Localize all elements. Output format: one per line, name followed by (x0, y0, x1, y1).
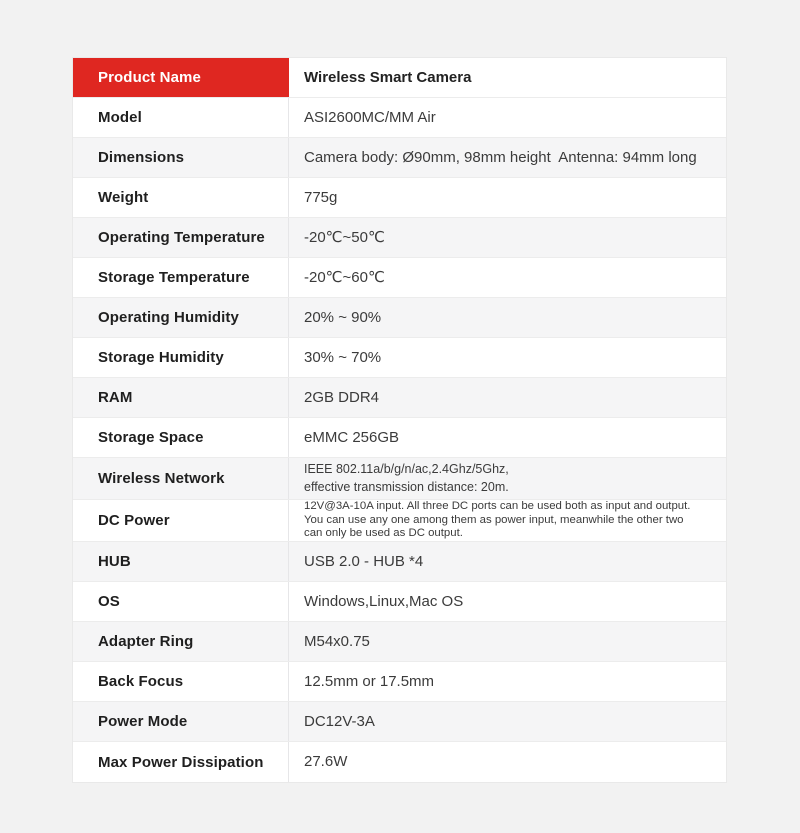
spec-row-operating-temperature (73, 218, 726, 258)
product-spec-table (72, 57, 727, 783)
spec-row-model (73, 98, 726, 138)
spec-row-operating-humidity (73, 298, 726, 338)
spec-label-product-name: Product Name (73, 58, 289, 97)
spec-row-back-focus (73, 662, 726, 702)
spec-value-operating-humidity: 20% ~ 90% (304, 308, 382, 326)
spec-row-adapter-ring (73, 622, 726, 662)
spec-value-max-power-dissipation: 27.6W (304, 753, 348, 771)
spec-label-ram: RAM (73, 378, 289, 417)
spec-label-max-power-dissipation: Max Power Dissipation (73, 742, 289, 782)
spec-row-storage-humidity (73, 338, 726, 378)
spec-label-hub: HUB (73, 542, 289, 581)
spec-value-storage-humidity: 30% ~ 70% (304, 348, 382, 366)
spec-row-max-power-dissipation (73, 742, 726, 782)
spec-row-product-name (73, 58, 726, 98)
spec-row-dc-power (73, 500, 726, 542)
spec-label-weight: Weight (73, 178, 289, 217)
spec-label-operating-humidity: Operating Humidity (73, 298, 289, 337)
spec-row-hub (73, 542, 726, 582)
spec-row-dimensions (73, 138, 726, 178)
spec-value-weight: 775g (304, 188, 338, 206)
spec-row-storage-space (73, 418, 726, 458)
spec-value-power-mode: DC12V-3A (304, 712, 375, 730)
spec-row-power-mode (73, 702, 726, 742)
spec-value-ram: 2GB DDR4 (304, 388, 380, 406)
spec-label-back-focus: Back Focus (73, 662, 289, 701)
spec-value-storage-temperature: -20℃~60℃ (304, 268, 385, 286)
spec-row-ram (73, 378, 726, 418)
spec-label-storage-space: Storage Space (73, 418, 289, 457)
spec-value-back-focus: 12.5mm or 17.5mm (304, 672, 435, 690)
spec-value-wireless-network: IEEE 802.11a/b/g/n/ac,2.4Ghz/5Ghz, effective transmission distance: 20m. (304, 462, 509, 494)
spec-value-dimensions: Camera body: Ø90mm, 98mm height Antenna: 94mm long (304, 148, 697, 166)
spec-row-storage-temperature (73, 258, 726, 298)
spec-label-wireless-network: Wireless Network (73, 458, 289, 499)
spec-value-operating-temperature: -20℃~50℃ (304, 228, 385, 246)
spec-label-adapter-ring: Adapter Ring (73, 622, 289, 661)
spec-value-product-name: Wireless Smart Camera (304, 68, 472, 86)
spec-value-adapter-ring: M54x0.75 (304, 632, 370, 650)
spec-row-os (73, 582, 726, 622)
spec-label-operating-temperature: Operating Temperature (73, 218, 289, 257)
spec-label-model: Model (73, 98, 289, 137)
spec-label-power-mode: Power Mode (73, 702, 289, 741)
spec-value-hub: USB 2.0 - HUB *4 (304, 552, 424, 570)
spec-label-storage-humidity: Storage Humidity (73, 338, 289, 377)
spec-label-os: OS (73, 582, 289, 621)
spec-label-storage-temperature: Storage Temperature (73, 258, 289, 297)
spec-row-wireless-network (73, 458, 726, 500)
spec-label-dimensions: Dimensions (73, 138, 289, 177)
spec-value-storage-space: eMMC 256GB (304, 428, 400, 446)
spec-value-os: Windows,Linux,Mac OS (304, 592, 464, 610)
spec-value-dc-power: 12V@3A-10A input. All three DC ports can be used both as input and output. You can use any one among them as power input, meanwhile the other two can only be used as DC output. (304, 499, 691, 540)
spec-row-weight (73, 178, 726, 218)
spec-value-model: ASI2600MC/MM Air (304, 108, 436, 126)
spec-label-dc-power: DC Power (73, 500, 289, 541)
